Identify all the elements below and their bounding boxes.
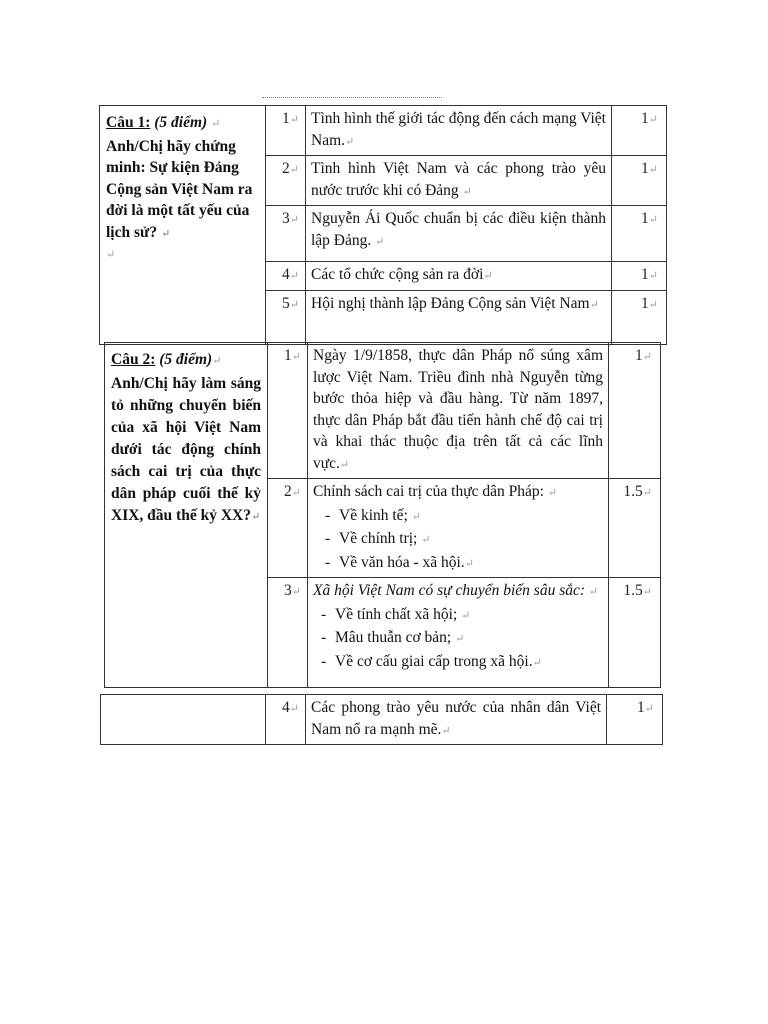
row-content: Tình hình thế giới tác động đến cách mạng Việt Nam.↵	[306, 106, 612, 156]
society-intro: Xã hội Việt Nam có sự chuyển biến sâu sắc: ↵	[313, 582, 599, 599]
question-1-table	[99, 105, 667, 345]
row-content	[308, 578, 609, 688]
row-score: 1↵	[607, 695, 663, 745]
row-number: 1↵	[266, 106, 306, 156]
row-score: 1↵	[609, 343, 661, 479]
row-number: 3↵	[268, 578, 308, 688]
empty-question-cell	[101, 695, 266, 745]
table-row	[100, 106, 667, 156]
row-content: Các tổ chức cộng sản ra đời↵	[306, 262, 612, 291]
question-1-cell	[100, 106, 266, 345]
list-item: - Về tính chất xã hội; ↵	[313, 604, 603, 628]
question-1-points: (5 điểm)	[154, 114, 208, 131]
cropped-top-fragment	[262, 97, 442, 104]
table-row	[105, 343, 661, 479]
list-item: - Về chính trị; ↵	[317, 528, 603, 552]
row-number: 4↵	[266, 262, 306, 291]
row-score: 1↵	[612, 106, 667, 156]
row-content: Các phong trào yêu nước của nhân dân Việt Nam nổ ra mạnh mẽ.↵	[306, 695, 607, 745]
row-number: 3↵	[266, 206, 306, 262]
row-number: 5↵	[266, 290, 306, 344]
list-item: - Mâu thuẫn cơ bản; ↵	[313, 627, 603, 651]
list-item: - Về văn hóa - xã hội.↵	[317, 552, 603, 576]
list-item: - Về kinh tế; ↵	[317, 505, 603, 529]
row-content: Nguyễn Ái Quốc chuẩn bị các điều kiện thành lập Đảng. ↵	[306, 206, 612, 262]
society-list	[313, 604, 603, 675]
row-number: 4↵	[266, 695, 306, 745]
question-2-text: Anh/Chị hãy làm sáng tỏ những chuyển biến của xã hội Việt Nam dưới tác động chính sách cai trị của thực dân pháp cuối thế kỷ XIX, đầu thế kỷ XX?↵	[111, 374, 261, 524]
row-content: Ngày 1/9/1858, thực dân Pháp nổ súng xâm lược Việt Nam. Triều đình nhà Nguyễn từng bước thỏa hiệp và đầu hàng. Từ năm 1897, thực dân Pháp bắt đầu tiến hành chế độ cai trị và khai thác thuộc địa trên tất cả các lĩnh vực.↵	[308, 343, 609, 479]
list-item: - Về cơ cấu giai cấp trong xã hội.↵	[313, 651, 603, 675]
row-score: 1.5↵	[609, 578, 661, 688]
row-score: 1↵	[612, 262, 667, 291]
question-1-heading: Câu 1:	[106, 114, 151, 131]
row-number: 2↵	[266, 156, 306, 206]
question-2-points: (5 điểm)	[159, 351, 213, 368]
question-2-continuation-table	[100, 694, 663, 745]
row-content: Chính sách cai trị của thực dân Pháp: ↵ - Về kinh tế; ↵ - Về chính trị; ↵ - Về văn hóa - xã hội.↵	[308, 479, 609, 578]
row-score: 1↵	[612, 290, 667, 344]
row-score: 1.5↵	[609, 479, 661, 578]
row-number: 2↵	[268, 479, 308, 578]
return-mark: ↵	[106, 249, 116, 261]
row-content: Hội nghị thành lập Đảng Cộng sản Việt Nam↵	[306, 290, 612, 344]
question-2-cell: Câu 2: (5 điểm)↵ Anh/Chị hãy làm sáng tỏ những chuyển biến của xã hội Việt Nam dưới tác động chính sách cai trị của thực dân pháp cuối thế kỷ XIX, đầu thế kỷ XX?↵	[105, 343, 268, 688]
row-content: Tình hình Việt Nam và các phong trào yêu nước trước khi có Đảng ↵	[306, 156, 612, 206]
question-2-table	[104, 342, 661, 688]
row-score: 1↵	[612, 206, 667, 262]
return-mark: ↵	[211, 118, 221, 130]
row-score: 1↵	[612, 156, 667, 206]
question-2-heading: Câu 2:	[111, 351, 156, 368]
policy-intro: Chính sách cai trị của thực dân Pháp:	[313, 483, 544, 500]
table-row	[101, 695, 663, 745]
row-number: 1↵	[268, 343, 308, 479]
question-1-text: Anh/Chị hãy chứng minh: Sự kiện Đảng Cộng sản Việt Nam ra đời là một tất yếu của lịch sử? ↵	[106, 137, 253, 241]
policy-list	[313, 505, 603, 576]
